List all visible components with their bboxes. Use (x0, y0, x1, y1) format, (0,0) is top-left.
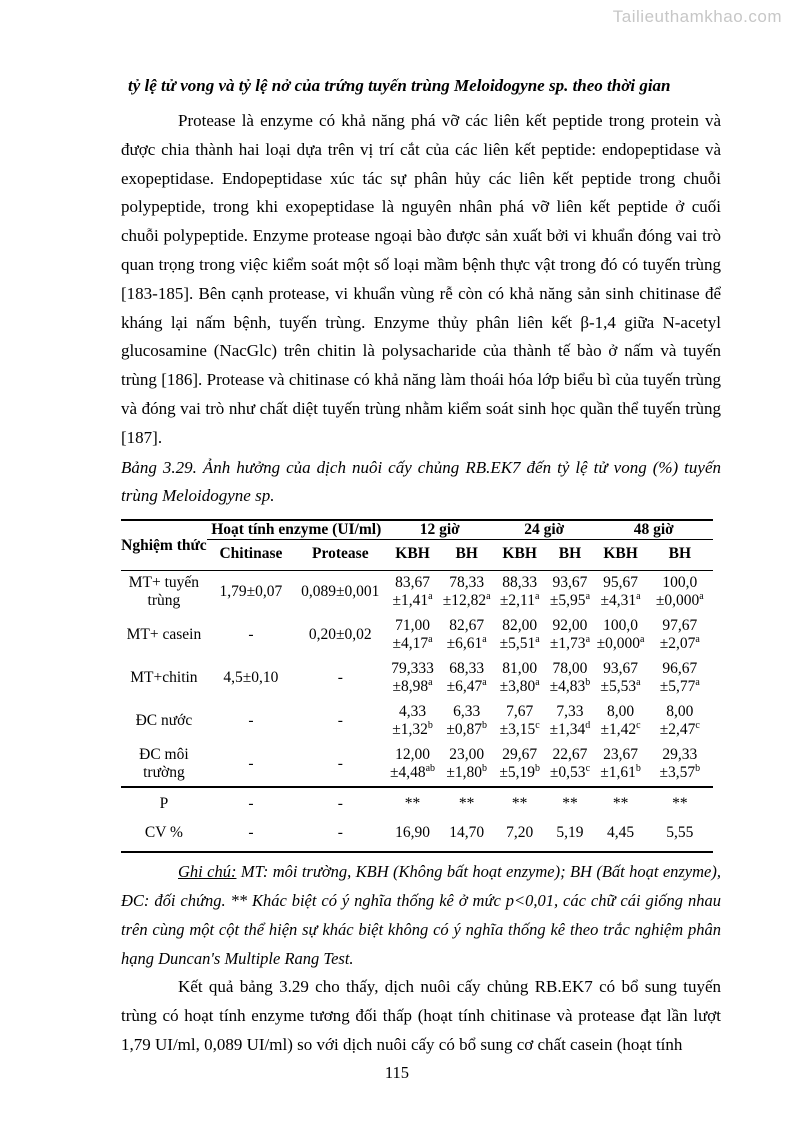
treatment-label: ĐC nước (135, 712, 193, 730)
stat-value: 14,70 (449, 824, 485, 842)
mortality-cell: 83,67 ±1,41$^a$ (392, 574, 433, 610)
protease-value: 0,20±0,02 (308, 626, 372, 644)
mortality-cell: 97,67 ±2,07$^a$ (659, 617, 700, 653)
mortality-cell: 23,00 ±1,80$^b$ (446, 746, 487, 782)
col-header-chitinase: Chitinase (207, 540, 295, 571)
col-header-treatment: Nghiệm thức (121, 520, 207, 571)
mortality-cell: 82,67 ±6,61$^a$ (446, 617, 487, 653)
stat-value: - (337, 824, 343, 842)
stat-label: CV % (144, 824, 183, 842)
table-row (121, 571, 713, 615)
note-text: MT: môi trường, KBH (Không bất hoạt enzyme); BH (Bất hoạt enzyme), ĐC: đối chứng. ** Khác biệt có ý nghĩa thống kê ở mức p<0,01, các chữ cái giống nhau trên cùng một cột thể hiện sự khác biệt không có ý nghĩa thống kê theo trắc nghiệm phân hạng Duncan's Multiple Rang Test. (121, 862, 721, 968)
mortality-cell: 100,0 ±0,000$^a$ (655, 574, 704, 610)
mortality-cell: 8,00 ±2,47$^c$ (659, 703, 700, 739)
table-note (121, 858, 721, 973)
watermark: Tailieuthamkhao.com (612, 7, 782, 26)
mortality-cell: 6,33 ±0,87$^b$ (446, 703, 487, 739)
table-row (121, 614, 713, 657)
treatment-label: MT+ casein (126, 626, 202, 644)
mortality-cell: 4,33 ±1,32$^b$ (392, 703, 433, 739)
results-table (121, 519, 713, 853)
col-header-bh-48: BH (647, 540, 713, 571)
section-heading: tỷ lệ tử vong và tỷ lệ nở của trứng tuyến trùng Meloidogyne sp. theo thời gian (128, 76, 671, 95)
page-content (121, 0, 721, 1060)
stat-value: 4,45 (607, 824, 635, 842)
mortality-cell: 78,33 ±12,82$^a$ (442, 574, 491, 610)
mortality-cell: 7,33 ±1,34$^d$ (549, 703, 591, 739)
protease-value: - (337, 755, 343, 773)
stat-value: ** (647, 787, 713, 818)
mortality-cell: 88,33 ±2,11$^a$ (499, 574, 540, 610)
table-row (121, 743, 713, 787)
col-header-kbh-24: KBH (494, 540, 546, 571)
mortality-cell: 79,333 ±8,98$^a$ (391, 660, 434, 696)
col-header-48h: 48 giờ (595, 520, 713, 540)
mortality-cell: 7,67 ±3,15$^c$ (499, 703, 540, 739)
mortality-cell: 100,0 ±0,000$^a$ (596, 617, 645, 653)
mortality-cell: 12,00 ±4,48$^{ab}$ (389, 746, 436, 782)
stat-value: - (207, 787, 295, 818)
mortality-cell: 22,67 ±0,53$^c$ (549, 746, 591, 782)
note-prefix: Ghi chú: (178, 862, 237, 882)
col-header-12h: 12 giờ (386, 520, 494, 540)
col-header-24h: 24 giờ (494, 520, 595, 540)
mortality-cell: 78,00 ±4,83$^b$ (549, 660, 591, 696)
protease-value: - (337, 669, 343, 687)
col-header-kbh-48: KBH (595, 540, 647, 571)
table-row (121, 657, 713, 700)
results-table-stats (121, 787, 713, 852)
chitinase-value: - (248, 712, 254, 730)
mortality-cell: 93,67 ±5,95$^a$ (549, 574, 591, 610)
results-table-head (121, 520, 713, 571)
treatment-label: MT+chitin (130, 669, 198, 687)
col-header-enzyme-activity: Hoạt tính enzyme (UI/ml) (207, 520, 386, 540)
mortality-cell: 29,33 ±3,57$^b$ (659, 746, 701, 782)
stat-value: ** (595, 787, 647, 818)
col-header-kbh-12: KBH (386, 540, 440, 571)
treatment-label: ĐC môi trường (139, 746, 189, 782)
mortality-cell: 82,00 ±5,51$^a$ (499, 617, 540, 653)
col-header-protease: Protease (295, 540, 386, 571)
protease-value: - (337, 712, 343, 730)
col-header-bh-24: BH (545, 540, 594, 571)
stat-value: ** (545, 787, 594, 818)
mortality-cell: 71,00 ±4,17$^a$ (392, 617, 433, 653)
paragraph-results: Kết quả bảng 3.29 cho thấy, dịch nuôi cấy chủng RB.EK7 có bổ sung tuyến trùng có hoạt tính enzyme tương đối thấp (hoạt tính chitinase và protease đạt lần lượt 1,79 UI/ml, 0,089 UI/ml) so với dịch nuôi cấy có bổ sung cơ chất casein (hoạt tính (121, 977, 721, 1054)
col-header-bh-12: BH (439, 540, 493, 571)
stat-value: 5,55 (666, 824, 694, 842)
paragraph-protease: Protease là enzyme có khả năng phá vỡ các liên kết peptide trong protein và được chia thành hai loại dựa trên vị trí cắt của các liên kết peptide: endopeptidase và exopeptidase. Endopeptidase xúc tác sự phân hủy các liên kết peptide trong chuỗi polypeptide, trong khi exopeptidase là nguyên nhân phá vỡ liên kết peptide ở cuối chuỗi polypeptide. Enzyme protease ngoại bào được sản xuất bởi vi khuẩn đóng vai trò quan trọng trong việc kiểm soát một số loại mầm bệnh thực vật trong đó có tuyến trùng [183-185]. Bên cạnh protease, vi khuẩn vùng rễ còn có khả năng sản sinh chitinase để kháng lại nấm bệnh, tuyến trùng. Enzyme thủy phân liên kết β-1,4 giữa N-acetyl glucosamine (NacGlc) trên chitin là polysacharide của thành tế bào ở nấm và tuyến trùng [186]. Protease và chitinase có khả năng làm thoái hóa lớp biểu bì của tuyến trùng và đóng vai trò như chất diệt tuyến trùng nhằm kiểm soát sinh học quần thể tuyến trùng [187]. (121, 111, 721, 447)
mortality-cell: 29,67 ±5,19$^b$ (499, 746, 540, 782)
stat-value: ** (494, 787, 546, 818)
stat-value: - (295, 787, 386, 818)
mortality-cell: 68,33 ±6,47$^a$ (446, 660, 487, 696)
mortality-cell: 92,00 ±1,73$^a$ (549, 617, 591, 653)
chitinase-value: 1,79±0,07 (219, 583, 283, 601)
mortality-cell: 95,67 ±4,31$^a$ (600, 574, 641, 610)
chitinase-value: - (248, 755, 254, 773)
header-group-row (121, 520, 713, 540)
table-caption: Bảng 3.29. Ảnh hưởng của dịch nuôi cấy chủng RB.EK7 đến tỷ lệ tử vong (%) tuyến trùng Meloidogyne sp. (121, 457, 721, 506)
page-number: 115 (384, 1063, 410, 1082)
mortality-cell: 96,67 ±5,77$^a$ (659, 660, 700, 696)
stat-value: ** (439, 787, 493, 818)
table-row (121, 700, 713, 743)
header-sub-row (121, 540, 713, 571)
stat-value: 7,20 (506, 824, 534, 842)
results-table-body (121, 571, 713, 788)
treatment-label: MT+ tuyến trùng (128, 574, 200, 610)
p-row (121, 787, 713, 818)
chitinase-value: 4,5±0,10 (223, 669, 279, 687)
mortality-cell: 93,67 ±5,53$^a$ (600, 660, 641, 696)
stat-label: P (121, 787, 207, 818)
stat-value: ** (386, 787, 440, 818)
stat-value: 5,19 (556, 824, 584, 842)
mortality-cell: 81,00 ±3,80$^a$ (499, 660, 540, 696)
mortality-cell: 8,00 ±1,42$^c$ (600, 703, 641, 739)
chitinase-value: - (248, 626, 254, 644)
stat-value: - (248, 824, 254, 842)
mortality-cell: 23,67 ±1,61$^b$ (600, 746, 641, 782)
stat-value: 16,90 (395, 824, 430, 842)
cv-row (121, 818, 713, 852)
protease-value: 0,089±0,001 (301, 583, 380, 601)
